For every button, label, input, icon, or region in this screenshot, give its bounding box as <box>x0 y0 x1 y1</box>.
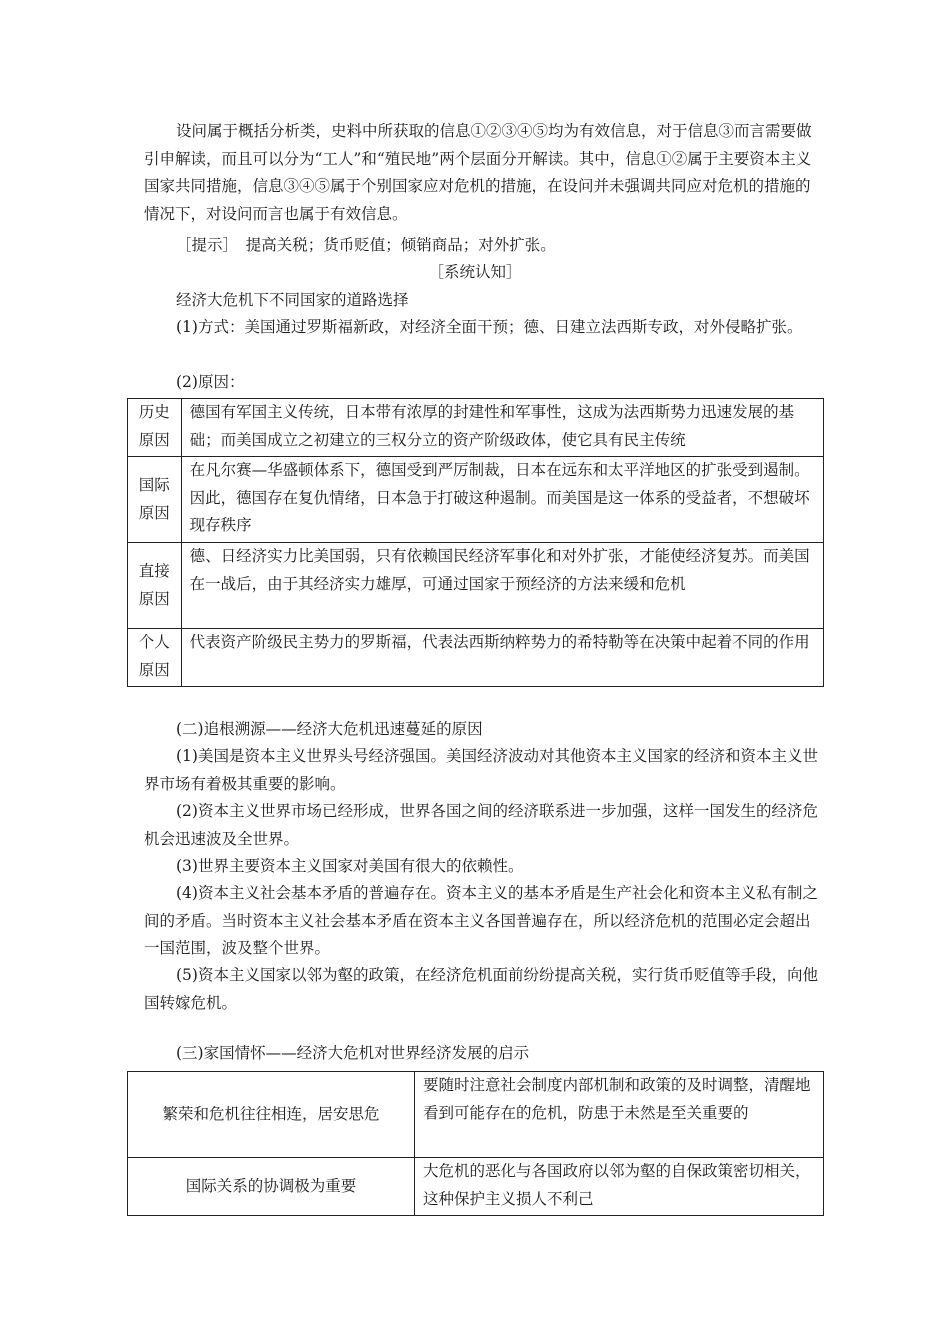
table-row <box>128 457 824 543</box>
intro-paragraph: 设问属于概括分析类，史料中所获取的信息①②③④⑤均为有效信息，对于信息③而言需要做引申解读，而且可以分为“工人”和“殖民地”两个层面分开解读。其中，信息①②属于主要资本主义国家共同措施，信息③④⑤属于个别国家应对危机的措施，在设问并未强调共同应对危机的措施的情况下，对设问而言也属于有效信息。 <box>144 122 812 223</box>
table-row <box>128 629 824 687</box>
table-row <box>128 1158 824 1216</box>
section2-item: (1)美国是资本主义世界头号经济强国。美国经济波动对其他资本主义国家的经济和资本主义世界市场有着极其重要的影响。 <box>144 747 818 793</box>
row-text: 德、日经济实力比美国弱，只有依赖国民经济军事化和对外扩张，才能使经济复苏。而美国在一战后，由于其经济实力雄厚，可通过国家于预经济的方法来缓和危机 <box>181 543 823 629</box>
reason-label: (2)原因： <box>176 373 245 391</box>
lessons-table <box>127 1071 824 1216</box>
section2-item: (4)资本主义社会基本矛盾的普遍存在。资本主义的基本矛盾是生产社会化和资本主义私有制之间的矛盾。当时资本主义社会基本矛盾在资本主义各国普遍存在，所以经济危机的范围必定会超出一国范围，波及整个世界。 <box>144 884 818 957</box>
section2-item: (2)资本主义世界市场已经形成，世界各国之间的经济联系进一步加强，这样一国发生的经济危机会迅速波及全世界。 <box>144 802 818 848</box>
row-text: 大危机的恶化与各国政府以邻为壑的自保政策密切相关，这种保护主义损人不利己 <box>415 1158 824 1216</box>
row-head: 繁荣和危机往往相连，居安思危 <box>128 1072 415 1158</box>
table-row <box>128 1072 824 1158</box>
row-head: 直接原因 <box>128 543 182 629</box>
table-row <box>128 399 824 457</box>
reasons-table <box>127 398 824 687</box>
row-text: 要随时注意社会制度内部机制和政策的及时调整，清醒地看到可能存在的危机，防患于未然是至关重要的 <box>415 1072 824 1158</box>
section3-title: (三)家国情怀——经济大危机对世界经济发展的启示 <box>176 1044 530 1062</box>
table-row <box>128 543 824 629</box>
section2-item: (5)资本主义国家以邻为壑的政策，在经济危机面前纷纷提高关税，实行货币贬值等手段，向他国转嫁危机。 <box>144 966 818 1012</box>
row-head: 个人原因 <box>128 629 182 687</box>
system-title: ［系统认知］ <box>428 263 522 281</box>
hint-line: ［提示］ 提高关税；货币贬值；倾销商品；对外扩张。 <box>176 236 556 254</box>
row-head: 国际原因 <box>128 457 182 543</box>
section2-title: (二)追根溯源——经济大危机迅速蔓延的原因 <box>176 720 483 738</box>
row-text: 德国有军国主义传统，日本带有浓厚的封建性和军事性，这成为法西斯势力迅速发展的基础；而美国成立之初建立的三权分立的资产阶级政体，使它具有民主传统 <box>181 399 823 457</box>
method-paragraph: (1)方式：美国通过罗斯福新政，对经济全面干预；德、日建立法西斯专政，对外侵略扩张。 <box>176 318 803 336</box>
section2-item: (3)世界主要资本主义国家对美国有很大的依赖性。 <box>176 857 524 875</box>
row-head: 国际关系的协调极为重要 <box>128 1158 415 1216</box>
row-text: 在凡尔赛—华盛顿体系下，德国受到严厉制裁，日本在远东和太平洋地区的扩张受到遏制。因此，德国存在复仇情绪，日本急于打破这种遏制。而美国是这一体系的受益者，不想破坏现存秩序 <box>181 457 823 543</box>
row-head: 历史原因 <box>128 399 182 457</box>
topic-line: 经济大危机下不同国家的道路选择 <box>176 291 409 309</box>
row-text: 代表资产阶级民主势力的罗斯福，代表法西斯纳粹势力的希特勒等在决策中起着不同的作用 <box>181 629 823 687</box>
